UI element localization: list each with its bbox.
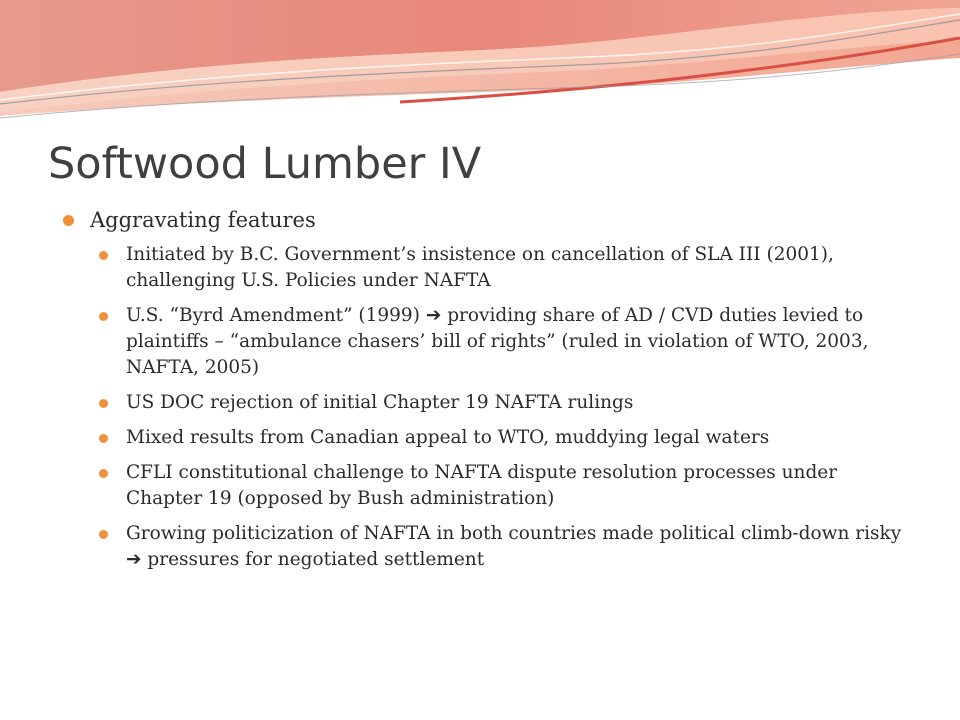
bullet-dot-icon	[99, 312, 108, 321]
bullet-dot-icon	[99, 251, 108, 260]
sub-bullet-item	[98, 390, 912, 416]
sub-bullet-text: U.S. “Byrd Amendment” (1999)	[126, 305, 426, 326]
slide-body	[62, 205, 912, 582]
sub-bullet-text: Growing politicization of NAFTA in both countries made political climb-down risky	[126, 523, 902, 544]
bullet-dot-icon	[99, 530, 108, 539]
bullet-dot-icon	[99, 434, 108, 443]
sub-bullet-item	[98, 242, 912, 294]
right-arrow-icon: ➔	[126, 549, 142, 570]
decorative-wave-banner	[0, 0, 960, 130]
bullet-dot-icon	[99, 399, 108, 408]
right-arrow-icon: ➔	[425, 305, 442, 326]
bullet-dot-icon	[99, 469, 108, 478]
bullet-dot-icon	[63, 215, 74, 226]
sub-bullet-text: pressures for negotiated settlement	[141, 549, 485, 570]
sub-bullet-item	[98, 425, 912, 451]
sub-bullet-text: Mixed results from Canadian appeal to WTO, muddying legal waters	[126, 427, 770, 448]
slide-title: Softwood Lumber IV	[48, 139, 482, 189]
bullet-text: Aggravating features	[90, 208, 316, 232]
sub-bullet-text: providing share of AD / CVD duties levied to plaintiffs – “ambulance chasers’ bill of rights” (ruled in violation of WTO, 2003, NAFTA, 2005)	[126, 305, 869, 378]
sub-bullet-text: Initiated by B.C. Government’s insistence on cancellation of SLA III (2001), challenging U.S. Policies under NAFTA	[126, 244, 834, 291]
bullet-level-1	[62, 205, 912, 235]
sub-bullet-item	[98, 460, 912, 512]
sub-bullet-item	[98, 303, 912, 381]
sub-bullet-item	[98, 521, 912, 573]
sub-bullet-text: CFLI constitutional challenge to NAFTA dispute resolution processes under Chapter 19 (opposed by Bush administration)	[126, 462, 838, 509]
sub-bullet-text: US DOC rejection of initial Chapter 19 NAFTA rulings	[126, 392, 634, 413]
sub-bullet-list	[98, 242, 912, 573]
